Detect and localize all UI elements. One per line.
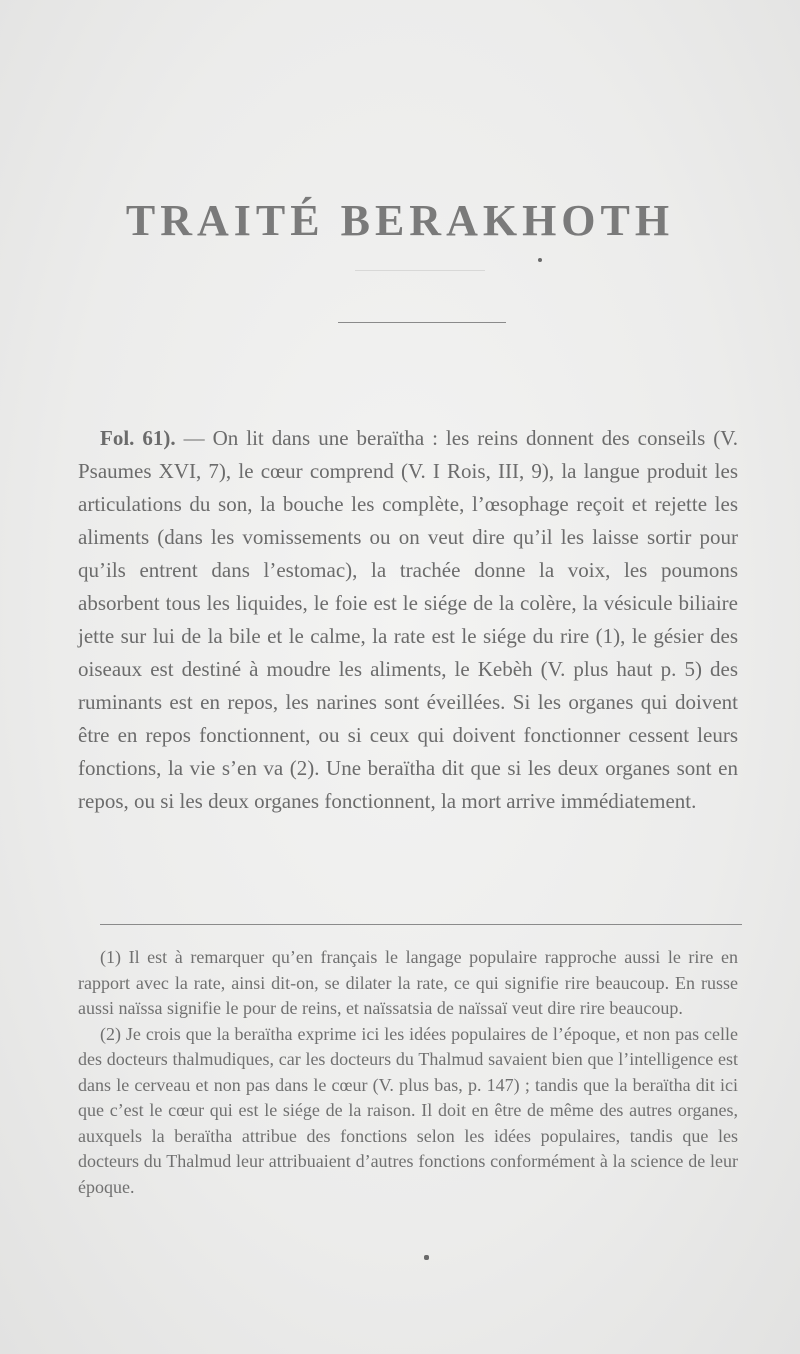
footnote-rule	[100, 924, 742, 925]
ink-speck	[424, 1255, 429, 1260]
folio-reference: Fol. 61).	[100, 426, 176, 450]
footnote-1: (1) Il est à remarquer qu’en français le langage populaire rapproche aussi le rire en rapport avec la rate, ainsi dit-on, se dilater la rate, ce qui signifie rire beaucoup. En russe aussi naïssa signifie le pour de reins, et naïssatsia de naïssaï veut dire rire beaucoup.	[78, 947, 738, 1018]
body-text: — On lit dans une beraïtha : les reins donnent des conseils (V. Psaumes XVI, 7), le cœur comprend (V. I Rois, III, 9), la langue produit les articulations du son, la bouche les complète, l’œsophage reçoit et rejette les aliments (dans les vomissements ou on veut dire qu’il les laisse sortir pour qu’ils entrent dans l’estomac), la trachée donne la voix, les poumons absorbent tous les liquides, le foie est le siége de la colère, la vésicule biliaire jette sur lui de la bile et le calme, la rate est le siége du rire (1), le gésier des oiseaux est destiné à moudre les aliments, le Kebèh (V. plus haut p. 5) des ruminants est en repos, les narines sont éveillées. Si les organes qui doivent être en repos fonctionnent, ou si ceux qui doivent fonctionner cessent leurs fonctions, la vie s’en va (2). Une beraïtha dit que si les deux organes sont en repos, ou si les deux organes fonctionnent, la mort arrive immédiatement.	[78, 426, 738, 813]
footnote-2: (2) Je crois que la beraïtha exprime ici les idées populaires de l’époque, et non pas celle des docteurs thalmudiques, car les docteurs du Thalmud savaient bien que l’intelligence est dans le cerveau et non pas dans le cœur (V. plus bas, p. 147) ; tandis que la beraïtha dit ici que c’est le cœur qui est le siége de la raison. Il doit en être de même des autres organes, auxquels la beraïtha attribue des fonctions selon les idées populaires, tandis que les docteurs du Thalmud leur attribuaient d’autres fonctions conformément à la science de leur époque.	[78, 1023, 738, 1197]
ink-speck	[538, 258, 542, 262]
title-rule	[338, 322, 506, 323]
page-title: TRAITÉ BERAKHOTH	[125, 196, 675, 245]
body-paragraph	[78, 422, 738, 818]
footnotes	[78, 945, 738, 1200]
ghost-rule	[355, 270, 485, 271]
